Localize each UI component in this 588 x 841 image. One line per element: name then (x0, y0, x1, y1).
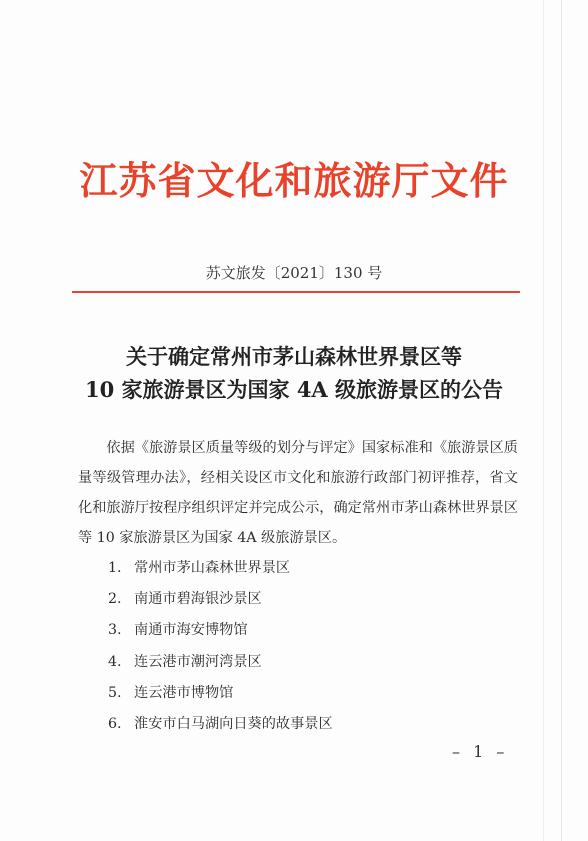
list-item (108, 678, 333, 709)
list-item-name: 常州市茅山森林世界景区 (134, 560, 291, 576)
document-number: 苏文旅发〔2021〕130 号 (205, 264, 383, 282)
page-edge-line-inner (543, 0, 544, 841)
notice-title-line-2: 10 家旅游景区为国家 4A 级旅游景区的公告 (84, 377, 504, 402)
org-title: 江苏省文化和旅游厅文件 (79, 158, 509, 203)
page-edge-line (561, 0, 562, 841)
notice-body: 依据《旅游景区质量等级的划分与评定》国家标准和《旅游景区质量等级管理办法》，经相关设区市文化和旅游行政部门初评推荐，省文化和旅游厅按程序组织评定并完成公示，确定常州市茅山森林世界景区等 10 家旅游景区为国家 4A 级旅游景区。 (78, 440, 518, 546)
list-item-name: 连云港市博物馆 (134, 684, 234, 701)
list-item (108, 584, 333, 615)
list-item-number: 2. (108, 591, 122, 608)
list-item-number: 3. (108, 622, 122, 639)
list-item-name: 南通市海安博物馆 (134, 622, 248, 639)
notice-title (0, 340, 588, 406)
list-item-number: 4. (108, 653, 122, 670)
list-item (108, 615, 333, 646)
list-item-name: 淮安市白马湖向日葵的故事景区 (134, 715, 333, 732)
list-item-number: 6. (108, 715, 122, 732)
red-divider (72, 291, 520, 293)
list-item-number: 5. (108, 684, 122, 701)
list-item (108, 709, 333, 740)
notice-title-line-1: 关于确定常州市茅山森林世界景区等 (126, 344, 462, 369)
list-item (108, 553, 333, 584)
page-number: – 1 – (452, 742, 509, 761)
list-item (108, 647, 333, 678)
list-item-name: 连云港市潮河湾景区 (134, 653, 262, 670)
list-item-name: 南通市碧海银沙景区 (134, 591, 262, 608)
list-item-number: 1. (108, 560, 122, 576)
scenic-area-list (108, 553, 333, 740)
